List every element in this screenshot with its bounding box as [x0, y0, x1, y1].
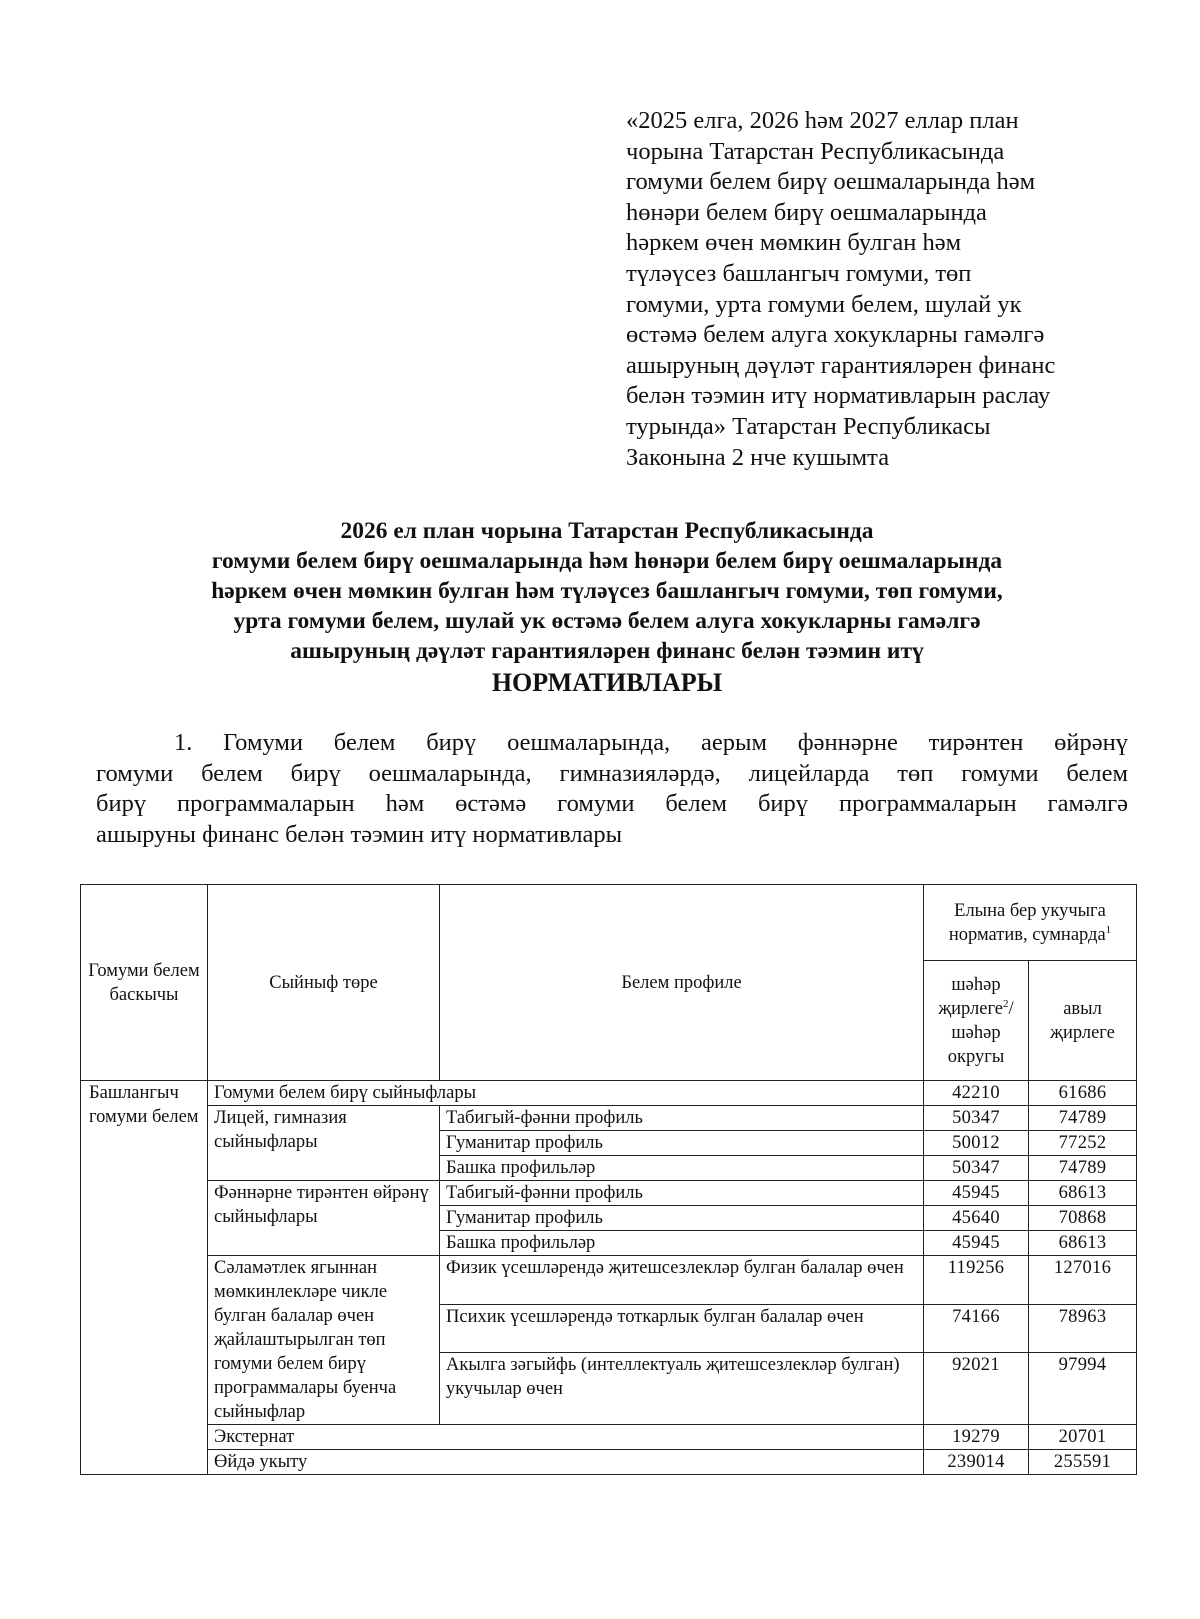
header-rural: авыл җирлеге: [1029, 961, 1137, 1081]
urban-value: 119256: [924, 1256, 1029, 1305]
normatives-table: [80, 884, 1137, 1475]
footnote-mark: 2: [1003, 997, 1009, 1010]
document-title: [80, 516, 1134, 700]
rural-value: 68613: [1029, 1231, 1137, 1256]
rural-value: 74789: [1029, 1106, 1137, 1131]
header-norm-group: [924, 885, 1137, 961]
table-row: [81, 1425, 1137, 1450]
urban-value: 50347: [924, 1106, 1029, 1131]
urban-value: 45945: [924, 1231, 1029, 1256]
table-row: [81, 1256, 1137, 1305]
appendix-line: түләүсез башлангыч гомуми, төп: [626, 259, 972, 287]
title-line: 2026 ел план чорына Татарстан Республикасында: [340, 518, 874, 544]
table-row: [81, 1081, 1137, 1106]
intro-line: гомуми белем бирү оешмаларында, гимназияләрдә, лицейларда төп гомуми белем: [96, 759, 1128, 787]
rural-value: 77252: [1029, 1131, 1137, 1156]
rural-value: 127016: [1029, 1256, 1137, 1305]
profile-cell: Табигый-фәнни профиль: [440, 1181, 924, 1206]
urban-value: 45640: [924, 1206, 1029, 1231]
profile-cell: Табигый-фәнни профиль: [440, 1106, 924, 1131]
title-line: һәркем өчен мөмкин булган һәм түләүсез башлангыч гомуми, төп гомуми,: [211, 578, 1003, 604]
intro-line: 1. Гомуми белем бирү оешмаларында, аерым фәннәрне тирәнтен өйрәнү: [174, 729, 1128, 756]
urban-value: 50347: [924, 1156, 1029, 1181]
title-line: ашыруның дәүләт гарантияләрен финанс белән тәэмин итү: [290, 638, 924, 664]
table-row: [81, 1450, 1137, 1475]
appendix-line: гомуми белем бирү оешмаларында һәм: [626, 168, 1036, 196]
header-level: Гомуми белем баскычы: [81, 885, 208, 1081]
header-urban-part2: / шәһәр округы: [947, 998, 1014, 1067]
rural-value: 68613: [1029, 1181, 1137, 1206]
header-urban-part1: шәһәр җирлеге: [938, 974, 1004, 1019]
rural-value: 74789: [1029, 1156, 1137, 1181]
profile-cell: Психик үсешләрендә тоткарлык булган балалар өчен: [440, 1304, 924, 1353]
title-line: урта гомуми белем, шулай ук өстәмә белем алуга хокукларны гамәлгә: [233, 608, 981, 634]
appendix-line: гомуми, урта гомуми белем, шулай ук: [626, 290, 1022, 318]
urban-value: 239014: [924, 1450, 1029, 1475]
level-cell: Башлангыч гомуми белем: [81, 1081, 208, 1475]
group-cell: Фәннәрне тирәнтен өйрәнү сыйныфлары: [208, 1181, 440, 1256]
rural-value: 97994: [1029, 1353, 1137, 1425]
appendix-line: һөнәри белем бирү оешмаларында: [626, 198, 987, 226]
title-heading: НОРМАТИВЛАРЫ: [491, 668, 723, 697]
urban-value: 42210: [924, 1081, 1029, 1106]
intro-line: ашыруны финанс белән тәэмин итү нормативлары: [96, 820, 623, 848]
profile-cell: Гуманитар профиль: [440, 1206, 924, 1231]
table-row: [81, 1106, 1137, 1131]
header-class-type: Сыйныф төре: [208, 885, 440, 1081]
footnote-mark: 1: [1105, 923, 1112, 936]
appendix-line: «2025 елга, 2026 һәм 2027 еллар план: [626, 107, 1019, 134]
appendix-line: Законына 2 нче кушымта: [626, 443, 890, 471]
rural-value: 20701: [1029, 1425, 1137, 1450]
appendix-line: турында» Татарстан Республикасы: [626, 412, 991, 440]
urban-value: 92021: [924, 1353, 1029, 1425]
header-profile: Белем профиле: [440, 885, 924, 1081]
section-intro: [96, 728, 1128, 850]
rural-value: 70868: [1029, 1206, 1137, 1231]
title-line: гомуми белем бирү оешмаларында һәм һөнәри белем бирү оешмаларында: [211, 548, 1003, 574]
group-cell: Сәламәтлек ягыннан мөмкинлекләре чикле булган балалар өчен җайлаштырылган төп гомуми белем бирү программалары буенча сыйныфлар: [208, 1256, 440, 1425]
row-label: Экстернат: [208, 1425, 924, 1450]
group-cell: Лицей, гимназия сыйныфлары: [208, 1106, 440, 1181]
header-urban: [924, 961, 1029, 1081]
rural-value: 78963: [1029, 1304, 1137, 1353]
rural-value: 61686: [1029, 1081, 1137, 1106]
profile-cell: Физик үсешләрендә җитешсезлекләр булган балалар өчен: [440, 1256, 924, 1305]
appendix-line: чорына Татарстан Республикасында: [626, 137, 1005, 165]
appendix-line: һәркем өчен мөмкин булган һәм: [626, 229, 962, 257]
rural-value: 255591: [1029, 1450, 1137, 1475]
urban-value: 50012: [924, 1131, 1029, 1156]
profile-cell: Акылга зәгыйфь (интеллектуаль җитешсезлекләр булган) укучылар өчен: [440, 1353, 924, 1425]
profile-cell: Гуманитар профиль: [440, 1131, 924, 1156]
appendix-note: [626, 106, 1096, 473]
row-label: Өйдә укыту: [208, 1450, 924, 1475]
urban-value: 74166: [924, 1304, 1029, 1353]
urban-value: 45945: [924, 1181, 1029, 1206]
appendix-line: өстәмә белем алуга хокукларны гамәлгә: [626, 321, 1045, 349]
row-label: Гомуми белем бирү сыйныфлары: [208, 1081, 924, 1106]
appendix-line: ашыруның дәүләт гарантияләрен финанс: [626, 351, 1056, 379]
profile-cell: Башка профильләр: [440, 1156, 924, 1181]
urban-value: 19279: [924, 1425, 1029, 1450]
profile-cell: Башка профильләр: [440, 1231, 924, 1256]
table-row: [81, 1181, 1137, 1206]
appendix-line: белән тәэмин итү нормативларын раслау: [626, 382, 1051, 410]
header-norm-group-text: Елына бер укучыга норматив, сумнарда: [948, 900, 1106, 945]
intro-line: бирү программаларын һәм өстәмә гомуми белем бирү программаларын гамәлгә: [96, 790, 1128, 817]
